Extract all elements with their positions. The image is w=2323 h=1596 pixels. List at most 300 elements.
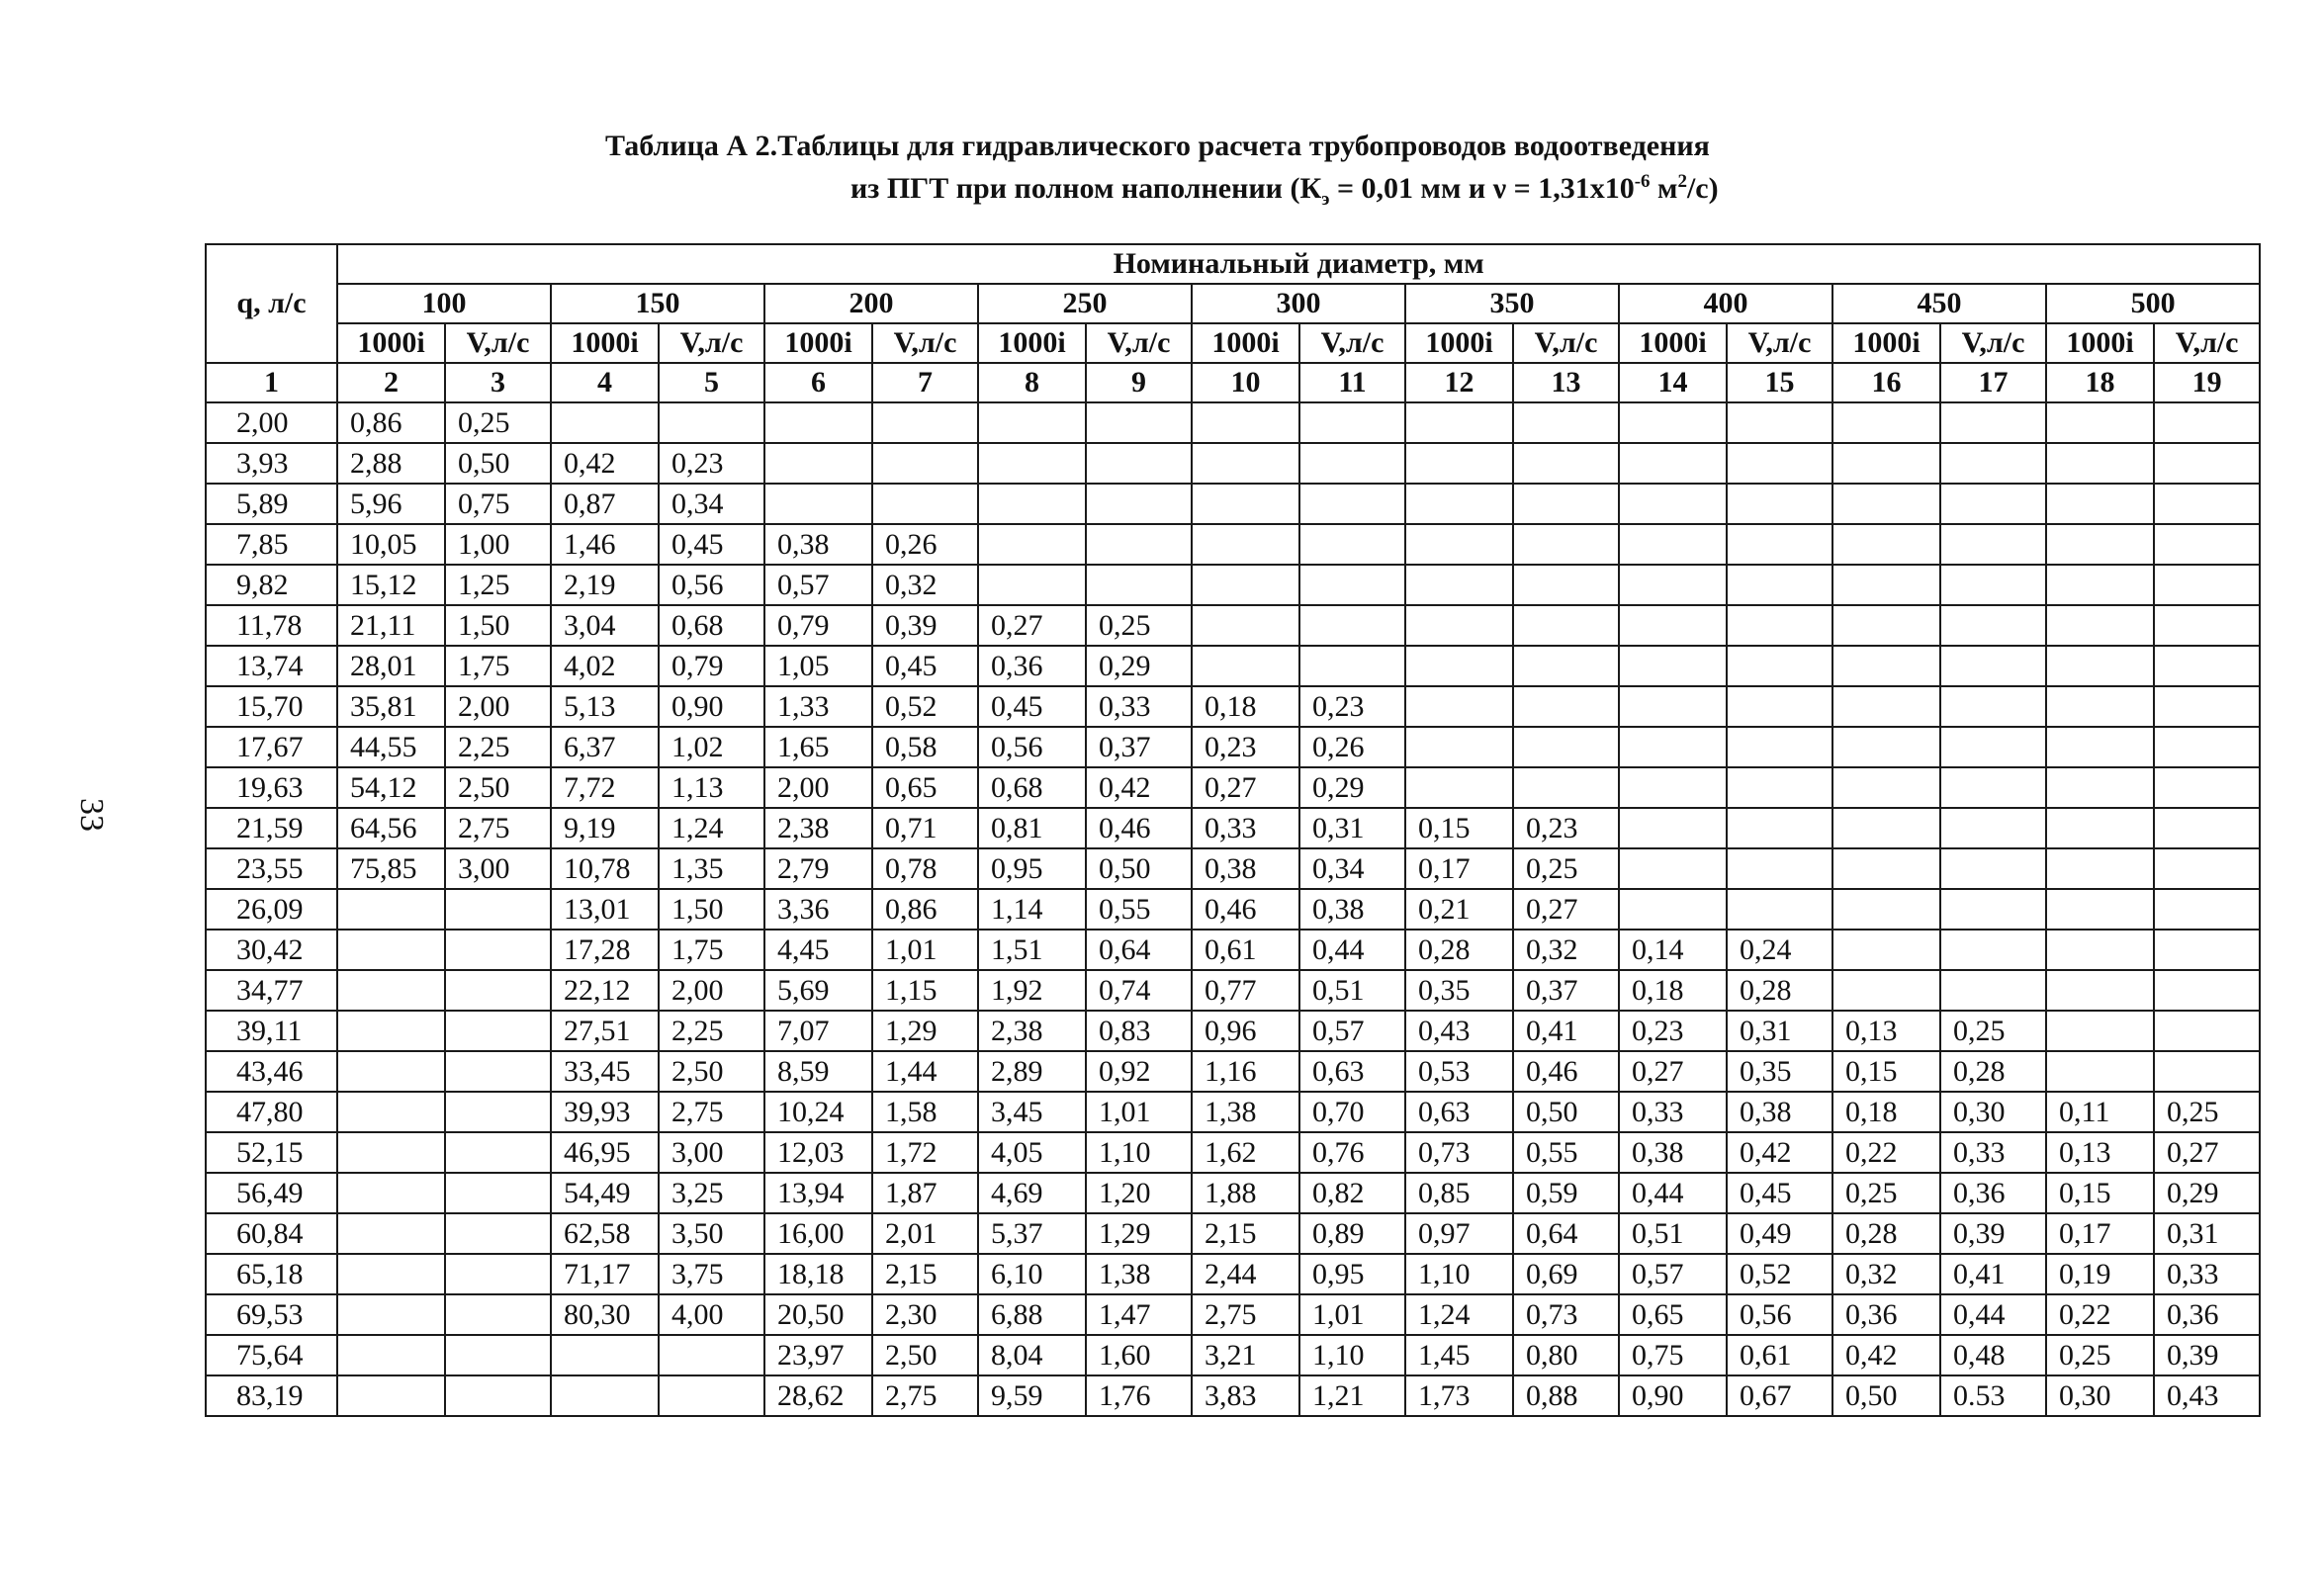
slope-cell	[337, 970, 445, 1011]
slope-cell	[337, 1051, 445, 1092]
velocity-cell: 0,63	[1299, 1051, 1405, 1092]
slope-cell	[1405, 484, 1513, 524]
table-row	[206, 1132, 2260, 1173]
diameter-300: 300	[1192, 284, 1405, 323]
slope-cell: 2,44	[1192, 1254, 1299, 1294]
slope-cell: 0,57	[1619, 1254, 1727, 1294]
velocity-cell	[2154, 1011, 2260, 1051]
slope-cell	[978, 443, 1086, 484]
column-number: 19	[2154, 363, 2260, 402]
slope-cell: 4,45	[764, 930, 872, 970]
slope-cell	[764, 484, 872, 524]
subheader-slope-200: 1000i	[764, 323, 872, 363]
column-number: 1	[206, 363, 337, 402]
subheader-velocity-400: V,л/с	[1727, 323, 1832, 363]
slope-cell: 0,51	[1619, 1213, 1727, 1254]
velocity-cell	[2154, 727, 2260, 767]
table-row	[206, 524, 2260, 565]
title-line-2-sub: э	[1321, 189, 1330, 210]
slope-cell: 0,79	[764, 605, 872, 646]
subheader-slope-500: 1000i	[2046, 323, 2154, 363]
diameter-250: 250	[978, 284, 1192, 323]
velocity-cell	[659, 1375, 764, 1416]
flow-rate-cell: 17,67	[206, 727, 337, 767]
velocity-cell: 0,31	[1299, 808, 1405, 848]
title-line-1: Таблица А 2.Таблицы для гидравлического расчета трубопроводов водоотведения	[605, 130, 1710, 162]
subheader-velocity-300: V,л/с	[1299, 323, 1405, 363]
table-row	[206, 808, 2260, 848]
slope-cell: 1,62	[1192, 1132, 1299, 1173]
slope-cell: 3,36	[764, 889, 872, 930]
velocity-cell: 0,92	[1086, 1051, 1192, 1092]
slope-cell	[337, 889, 445, 930]
velocity-cell: 0,26	[872, 524, 978, 565]
slope-cell: 0,22	[1832, 1132, 1940, 1173]
flow-rate-cell: 60,84	[206, 1213, 337, 1254]
subheader-velocity-200: V,л/с	[872, 323, 978, 363]
diameter-200: 200	[764, 284, 978, 323]
title-line-2-sup2: 2	[1677, 171, 1687, 192]
velocity-cell	[1727, 889, 1832, 930]
velocity-cell: 2,50	[872, 1335, 978, 1375]
velocity-cell	[445, 1132, 551, 1173]
slope-cell	[1832, 727, 1940, 767]
title-line-2-prefix: из ПГТ при полном наполнении (К	[850, 172, 1322, 205]
slope-cell: 44,55	[337, 727, 445, 767]
velocity-cell: 0,64	[1513, 1213, 1619, 1254]
slope-cell: 2,19	[551, 565, 659, 605]
velocity-cell: 1,21	[1299, 1375, 1405, 1416]
slope-cell	[1619, 686, 1727, 727]
velocity-cell: 1,15	[872, 970, 978, 1011]
slope-cell: 0,85	[1405, 1173, 1513, 1213]
slope-cell: 0,61	[1192, 930, 1299, 970]
flow-rate-cell: 5,89	[206, 484, 337, 524]
slope-cell	[1832, 767, 1940, 808]
slope-cell: 4,05	[978, 1132, 1086, 1173]
velocity-cell	[445, 1375, 551, 1416]
slope-cell: 1,33	[764, 686, 872, 727]
slope-cell: 1,45	[1405, 1335, 1513, 1375]
velocity-cell: 0,37	[1513, 970, 1619, 1011]
velocity-cell: 1,01	[1086, 1092, 1192, 1132]
velocity-cell	[1940, 565, 2046, 605]
flow-rate-cell: 34,77	[206, 970, 337, 1011]
velocity-cell	[445, 970, 551, 1011]
velocity-cell: 3,00	[659, 1132, 764, 1173]
velocity-cell	[1727, 686, 1832, 727]
slope-cell: 13,01	[551, 889, 659, 930]
velocity-cell: 1,60	[1086, 1335, 1192, 1375]
slope-cell: 75,85	[337, 848, 445, 889]
velocity-cell: 0,38	[1299, 889, 1405, 930]
slope-cell: 0,23	[1619, 1011, 1727, 1051]
slope-cell	[551, 1375, 659, 1416]
velocity-cell: 0,75	[445, 484, 551, 524]
slope-cell: 7,07	[764, 1011, 872, 1051]
slope-cell: 0,81	[978, 808, 1086, 848]
velocity-cell: 0,49	[1727, 1213, 1832, 1254]
velocity-cell: 0,73	[1513, 1294, 1619, 1335]
velocity-cell: 0,27	[2154, 1132, 2260, 1173]
velocity-cell	[872, 402, 978, 443]
slope-cell: 1,65	[764, 727, 872, 767]
table-row	[206, 1213, 2260, 1254]
slope-cell: 0,17	[2046, 1213, 2154, 1254]
slope-cell	[1832, 848, 1940, 889]
velocity-cell: 0,36	[1940, 1173, 2046, 1213]
slope-cell	[2046, 930, 2154, 970]
velocity-cell: 0,29	[1299, 767, 1405, 808]
diameter-150: 150	[551, 284, 764, 323]
slope-cell: 6,37	[551, 727, 659, 767]
velocity-cell: 1,10	[1086, 1132, 1192, 1173]
velocity-cell: 0,39	[2154, 1335, 2260, 1375]
velocity-cell: 3,25	[659, 1173, 764, 1213]
velocity-cell: 1,76	[1086, 1375, 1192, 1416]
flow-rate-cell: 69,53	[206, 1294, 337, 1335]
slope-cell: 0,22	[2046, 1294, 2154, 1335]
table-row	[206, 930, 2260, 970]
slope-cell	[1619, 646, 1727, 686]
column-number: 7	[872, 363, 978, 402]
flow-rate-cell: 15,70	[206, 686, 337, 727]
title-line-2-sup1: -6	[1634, 171, 1651, 192]
slope-cell: 0,33	[1192, 808, 1299, 848]
slope-cell	[1832, 646, 1940, 686]
velocity-cell	[2154, 686, 2260, 727]
velocity-cell	[1513, 727, 1619, 767]
slope-cell: 0,23	[1192, 727, 1299, 767]
slope-cell: 12,03	[764, 1132, 872, 1173]
velocity-cell: 0,48	[1940, 1335, 2046, 1375]
velocity-cell: 1,01	[872, 930, 978, 970]
slope-cell	[1405, 767, 1513, 808]
slope-cell: 1,88	[1192, 1173, 1299, 1213]
table-row	[206, 1254, 2260, 1294]
slope-cell: 0,77	[1192, 970, 1299, 1011]
slope-cell: 0,13	[1832, 1011, 1940, 1051]
slope-cell	[1619, 524, 1727, 565]
velocity-cell	[1513, 686, 1619, 727]
velocity-cell	[1513, 443, 1619, 484]
velocity-cell: 1,01	[1299, 1294, 1405, 1335]
velocity-cell: 0,51	[1299, 970, 1405, 1011]
velocity-cell: 0,64	[1086, 930, 1192, 970]
slope-cell: 10,05	[337, 524, 445, 565]
slope-cell: 8,59	[764, 1051, 872, 1092]
slope-cell	[1192, 524, 1299, 565]
slope-cell: 5,13	[551, 686, 659, 727]
slope-cell: 21,11	[337, 605, 445, 646]
velocity-cell	[1727, 767, 1832, 808]
slope-cell	[551, 1335, 659, 1375]
velocity-cell	[2154, 443, 2260, 484]
slope-cell: 1,73	[1405, 1375, 1513, 1416]
slope-cell: 0,36	[1832, 1294, 1940, 1335]
velocity-cell: 2,00	[659, 970, 764, 1011]
slope-cell: 2,38	[764, 808, 872, 848]
velocity-cell	[1727, 402, 1832, 443]
slope-cell	[1832, 605, 1940, 646]
velocity-cell: 0,39	[872, 605, 978, 646]
slope-cell: 0,43	[1405, 1011, 1513, 1051]
velocity-cell	[1940, 930, 2046, 970]
velocity-cell	[1513, 605, 1619, 646]
velocity-cell	[1513, 484, 1619, 524]
velocity-cell: 0,55	[1086, 889, 1192, 930]
table-title	[554, 129, 1938, 218]
slope-cell	[1192, 565, 1299, 605]
velocity-cell: 0,33	[2154, 1254, 2260, 1294]
velocity-cell: 1,25	[445, 565, 551, 605]
slope-cell	[551, 402, 659, 443]
velocity-cell: 0,44	[1299, 930, 1405, 970]
column-number: 12	[1405, 363, 1513, 402]
velocity-cell: 2,15	[872, 1254, 978, 1294]
velocity-cell	[445, 1173, 551, 1213]
slope-cell	[1405, 686, 1513, 727]
slope-cell: 0,18	[1192, 686, 1299, 727]
slope-cell: 0,28	[1832, 1213, 1940, 1254]
slope-cell: 27,51	[551, 1011, 659, 1051]
velocity-cell	[1940, 484, 2046, 524]
slope-cell: 0,33	[1619, 1092, 1727, 1132]
slope-cell	[1405, 605, 1513, 646]
velocity-cell	[1940, 848, 2046, 889]
table-row	[206, 1092, 2260, 1132]
slope-cell: 2,38	[978, 1011, 1086, 1051]
slope-cell: 1,38	[1192, 1092, 1299, 1132]
title-line-2	[554, 164, 1938, 218]
slope-cell	[1192, 443, 1299, 484]
velocity-cell	[1727, 808, 1832, 848]
velocity-cell	[445, 1011, 551, 1051]
velocity-cell: 0,25	[1940, 1011, 2046, 1051]
velocity-cell: 1,29	[872, 1011, 978, 1051]
velocity-cell	[445, 1254, 551, 1294]
slope-cell	[1832, 565, 1940, 605]
slope-cell	[1192, 402, 1299, 443]
slope-cell: 0,63	[1405, 1092, 1513, 1132]
slope-cell: 0,42	[1832, 1335, 1940, 1375]
slope-cell	[978, 565, 1086, 605]
slope-cell: 54,12	[337, 767, 445, 808]
slope-cell: 0,97	[1405, 1213, 1513, 1254]
velocity-cell	[1727, 646, 1832, 686]
slope-cell	[2046, 970, 2154, 1011]
velocity-cell: 0,38	[1727, 1092, 1832, 1132]
velocity-cell: 0,95	[1299, 1254, 1405, 1294]
velocity-cell	[2154, 605, 2260, 646]
slope-cell	[337, 1254, 445, 1294]
slope-cell: 0,15	[2046, 1173, 2154, 1213]
slope-cell	[764, 443, 872, 484]
slope-cell: 2,89	[978, 1051, 1086, 1092]
velocity-cell: 1,10	[1299, 1335, 1405, 1375]
velocity-cell: 0,55	[1513, 1132, 1619, 1173]
velocity-cell: 0,82	[1299, 1173, 1405, 1213]
slope-cell: 18,18	[764, 1254, 872, 1294]
flow-rate-cell: 26,09	[206, 889, 337, 930]
velocity-cell	[2154, 889, 2260, 930]
velocity-cell	[1299, 443, 1405, 484]
velocity-cell	[445, 1092, 551, 1132]
slope-cell: 0,46	[1192, 889, 1299, 930]
slope-cell	[337, 1132, 445, 1173]
velocity-cell: 0,52	[1727, 1254, 1832, 1294]
velocity-cell: 0,28	[1940, 1051, 2046, 1092]
column-number: 13	[1513, 363, 1619, 402]
slope-cell: 22,12	[551, 970, 659, 1011]
velocity-cell: 2,50	[659, 1051, 764, 1092]
velocity-cell: 0,23	[659, 443, 764, 484]
slope-cell	[2046, 443, 2154, 484]
flow-rate-cell: 83,19	[206, 1375, 337, 1416]
slope-cell: 0,14	[1619, 930, 1727, 970]
slope-cell: 62,58	[551, 1213, 659, 1254]
velocity-cell: 2,50	[445, 767, 551, 808]
table-row	[206, 767, 2260, 808]
diameter-header: Номинальный диаметр, мм	[337, 244, 2260, 284]
subheader-slope-100: 1000i	[337, 323, 445, 363]
velocity-cell: 0,45	[659, 524, 764, 565]
table-row	[206, 1335, 2260, 1375]
velocity-cell	[1299, 605, 1405, 646]
velocity-cell: 0,76	[1299, 1132, 1405, 1173]
velocity-cell: 0,50	[445, 443, 551, 484]
velocity-cell	[659, 1335, 764, 1375]
column-number: 10	[1192, 363, 1299, 402]
velocity-cell: 0,61	[1727, 1335, 1832, 1375]
slope-cell: 0,45	[978, 686, 1086, 727]
table-row	[206, 605, 2260, 646]
column-number: 8	[978, 363, 1086, 402]
flow-rate-cell: 39,11	[206, 1011, 337, 1051]
slope-cell: 0,19	[2046, 1254, 2154, 1294]
slope-cell: 23,97	[764, 1335, 872, 1375]
velocity-cell: 2,01	[872, 1213, 978, 1254]
title-line-2-end: /с)	[1686, 172, 1719, 205]
column-number: 6	[764, 363, 872, 402]
slope-cell: 1,14	[978, 889, 1086, 930]
velocity-cell: 0,30	[1940, 1092, 2046, 1132]
table-row	[206, 727, 2260, 767]
velocity-cell: 0,34	[1299, 848, 1405, 889]
diameter-350: 350	[1405, 284, 1619, 323]
slope-cell: 0,38	[1619, 1132, 1727, 1173]
slope-cell: 1,24	[1405, 1294, 1513, 1335]
velocity-cell: 0,83	[1086, 1011, 1192, 1051]
slope-cell	[2046, 848, 2154, 889]
slope-cell: 0,27	[1619, 1051, 1727, 1092]
velocity-cell	[1086, 402, 1192, 443]
slope-cell: 5,69	[764, 970, 872, 1011]
title-line-2-mid1: = 0,01 мм и	[1329, 172, 1493, 205]
velocity-cell	[1299, 646, 1405, 686]
velocity-cell	[1940, 686, 2046, 727]
velocity-cell	[1299, 524, 1405, 565]
table-row	[206, 1051, 2260, 1092]
slope-cell: 0,96	[1192, 1011, 1299, 1051]
velocity-cell: 0,31	[1727, 1011, 1832, 1051]
velocity-cell: 1,75	[659, 930, 764, 970]
slope-cell	[1832, 970, 1940, 1011]
velocity-cell	[2154, 524, 2260, 565]
velocity-cell	[1513, 767, 1619, 808]
velocity-cell: 0,33	[1940, 1132, 2046, 1173]
velocity-cell: 3,50	[659, 1213, 764, 1254]
velocity-cell	[1727, 524, 1832, 565]
subheader-velocity-500: V,л/с	[2154, 323, 2260, 363]
slope-cell: 0,35	[1405, 970, 1513, 1011]
hydraulic-table	[205, 243, 2261, 1417]
slope-cell: 15,12	[337, 565, 445, 605]
velocity-cell: 0,46	[1086, 808, 1192, 848]
subheader-slope-400: 1000i	[1619, 323, 1727, 363]
velocity-cell	[2154, 930, 2260, 970]
hydraulic-table-container	[205, 243, 2252, 1417]
velocity-cell: 0.53	[1940, 1375, 2046, 1416]
velocity-cell: 0,44	[1940, 1294, 2046, 1335]
velocity-cell: 2,00	[445, 686, 551, 727]
velocity-cell: 0,29	[2154, 1173, 2260, 1213]
slope-cell	[2046, 565, 2154, 605]
slope-cell	[2046, 524, 2154, 565]
flow-rate-cell: 13,74	[206, 646, 337, 686]
velocity-cell	[1727, 848, 1832, 889]
column-number: 4	[551, 363, 659, 402]
velocity-cell: 0,45	[872, 646, 978, 686]
page-number: 33	[73, 798, 110, 832]
slope-cell: 0,18	[1832, 1092, 1940, 1132]
velocity-cell: 0,43	[2154, 1375, 2260, 1416]
slope-cell: 1,10	[1405, 1254, 1513, 1294]
flow-rate-cell: 19,63	[206, 767, 337, 808]
velocity-cell: 1,47	[1086, 1294, 1192, 1335]
flow-rate-cell: 43,46	[206, 1051, 337, 1092]
velocity-cell: 1,00	[445, 524, 551, 565]
velocity-cell	[445, 1335, 551, 1375]
velocity-cell: 0,59	[1513, 1173, 1619, 1213]
slope-cell: 0,56	[978, 727, 1086, 767]
title-line-2-nu: ν	[1492, 172, 1507, 205]
velocity-cell	[1940, 646, 2046, 686]
velocity-cell: 0,50	[1513, 1092, 1619, 1132]
slope-cell	[1192, 484, 1299, 524]
velocity-cell	[1727, 484, 1832, 524]
slope-cell: 2,75	[1192, 1294, 1299, 1335]
velocity-cell: 0,25	[1513, 848, 1619, 889]
velocity-cell	[2154, 484, 2260, 524]
velocity-cell: 0,25	[445, 402, 551, 443]
velocity-cell	[1086, 524, 1192, 565]
velocity-cell	[445, 1051, 551, 1092]
slope-cell	[337, 1213, 445, 1254]
velocity-cell: 1,35	[659, 848, 764, 889]
subheader-velocity-250: V,л/с	[1086, 323, 1192, 363]
table-row	[206, 970, 2260, 1011]
slope-cell	[1619, 402, 1727, 443]
subheader-velocity-450: V,л/с	[1940, 323, 2046, 363]
slope-cell: 0,38	[1192, 848, 1299, 889]
slope-cell	[2046, 727, 2154, 767]
velocity-cell: 0,34	[659, 484, 764, 524]
slope-cell: 0,11	[2046, 1092, 2154, 1132]
velocity-cell	[1086, 565, 1192, 605]
slope-cell	[978, 524, 1086, 565]
table-row	[206, 848, 2260, 889]
